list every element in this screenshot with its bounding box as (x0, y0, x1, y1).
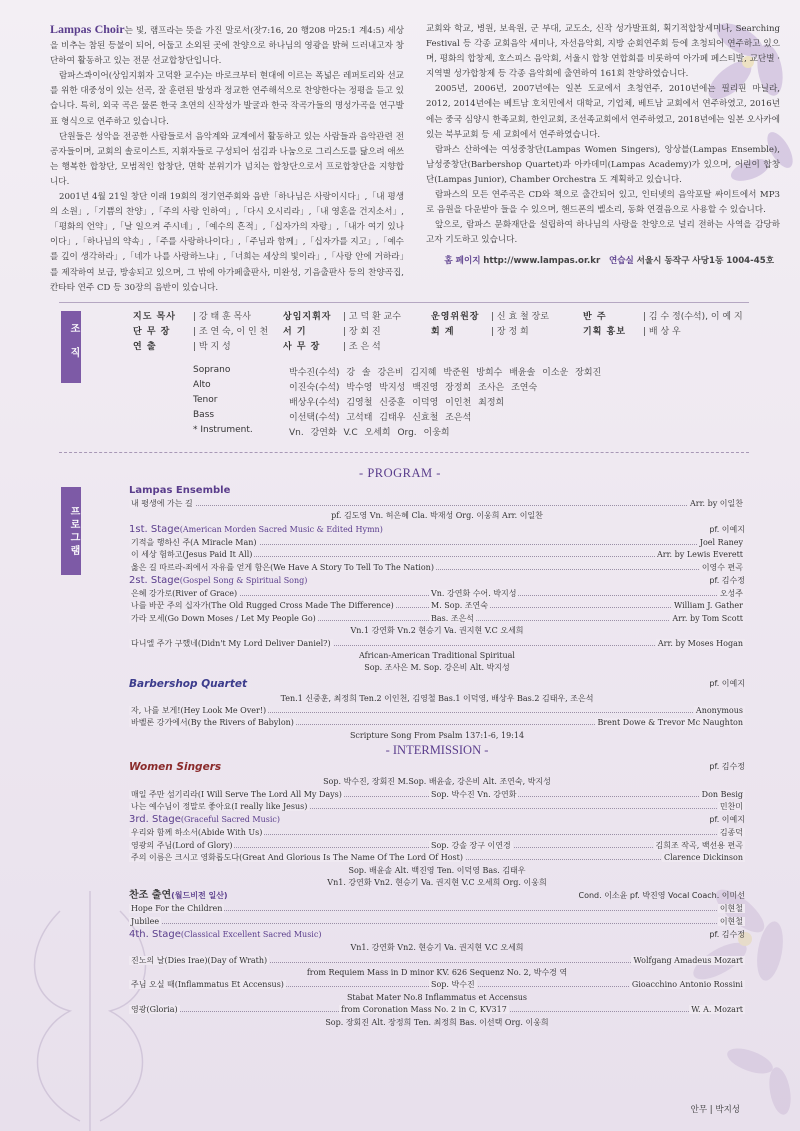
piece-title: Jubilee (131, 916, 160, 926)
piece-performer: Sop. 박수진 Vn. 강연화 (431, 789, 517, 799)
piece-composer: Arr. by 이일찬 (689, 499, 743, 508)
program-piece (129, 903, 745, 915)
intro-right-column: 교회와 학교, 병원, 보육원, 군 부대, 교도소, 신작 성가발표회, 획기적합창세미나, Searching Festival 등 각종 교회음악 세미나, 자선음악회, 지방 순회연주회 등에 초청되어 연주하고 있으며, 평화의 합창제, 호스피스 음악회, 서울시 합창 연합회를 비롯하여 아가페 페스티발, 교단별 · 지역별 성가합창제 등 각종 음악회에 출연하여 161회 찬양하였습니다. 2005년, 2006년, 2007년에는 일본 도쿄에서 초청연주, 2010년에는 필리핀 마닐라, 2012, 2014년에는 베트남 호치민에서 대학교, 기업체, 베트남 교회에서 연주하였고, 2016년에는 중국 심양시 한족교회, 한인교회, 조선족교회에서 연주하였고, 2018년에는 일본 오사카에 있는 북부교회 등 세 교회에서 연주하였습니다. 람파스 산하에는 여성중창단(Lampas Women Singers), 앙상블(Lampas Ensemble), 남성중창단(Barbershop Quartet)과 아카데미(Lampas Academy)가 있으며, 어린이 합창단(Lampas Junior), Chamber Orchestra 도 계획하고 있습니다. 람파스의 모든 연주곡은 CD와 책으로 출간되어 있고, 인터넷의 음악포탈 싸이트에서 MP3로 음원을 다운받아 들을 수 있으며, 핸드폰의 벨소리, 동화 연결음으로 사용할 수 있습니다. 앞으로, 람파스 문화재단을 설립하여 하나님의 사랑을 찬양으로 널리 전하는 사역을 감당하고자 기도하고 있습니다. 홈 페이지 http://www.lampas.or.kr 연습실 서울시 동작구 사당1동 1004-45호 (426, 22, 780, 296)
program-piece (129, 852, 745, 864)
piece-composer: Clarence Dickinson (663, 853, 743, 863)
piece-composer: Gioacchino Antonio Rossini (631, 980, 743, 990)
stage-subtitle: (Gospel Song & Spiritual Song) (179, 575, 308, 585)
performer-credit: Sop. 조사은 M. Sop. 강은비 Alt. 박지성 (364, 663, 510, 673)
program-piece (129, 789, 745, 801)
program-piece (129, 613, 745, 625)
piece-composer: W. A. Mozart (691, 1005, 743, 1015)
stage-title: 3rd. Stage (129, 814, 181, 826)
piece-performer: Vn. 강연화 수어. 박지성 (431, 588, 517, 598)
stage-title: 1st. Stage (129, 523, 180, 535)
stage-title: 4th. Stage (129, 929, 181, 941)
program-tag: 프로그램 (61, 487, 81, 575)
homepage-link[interactable]: http://www.lampas.or.kr (483, 256, 601, 267)
performer-credit: Vn1. 강연화 Vn2. 현승기 Va. 권지현 V.C 오세희 (350, 943, 524, 953)
intro-section (50, 22, 780, 296)
program-heading: - PROGRAM - (359, 466, 441, 480)
stage-heading (129, 813, 745, 827)
performer-credit: Stabat Mater No.8 Inflammatus et Accensus (346, 992, 528, 1002)
stage-heading (129, 574, 745, 588)
program-piece (129, 717, 745, 729)
piece-composer: 오성주 (719, 588, 743, 598)
performer-credit: Ten.1 신중훈, 최정희 Ten.2 이인천, 김영철 Bas.1 이덕영, 배상우 Bas.2 김태우, 조은석 (280, 693, 594, 703)
program-list (129, 484, 745, 1029)
group-heading (129, 675, 745, 693)
program-piece (129, 979, 745, 991)
piece-title: 자, 나를 보게!(Hey Look Me Over!) (131, 706, 267, 716)
piece-title: 가라 모세(Go Down Moses / Let My People Go) (131, 613, 316, 623)
piece-composer: Arr. by Lewis Everett (657, 550, 743, 560)
dot-leader (129, 505, 745, 506)
program-piece (129, 600, 745, 612)
performer-credit: Vn1. 강연화 Vn2. 현승기 Va. 권지현 V.C 오세희 Org. 이웅희 (327, 877, 547, 887)
stage-accompanist: pf. 김수정 (709, 930, 745, 940)
program-piece (129, 549, 745, 561)
roster-row: Alto 이진숙(수석) 박수영 박지성 백진영 장정희 조사은 조연숙 (193, 380, 538, 393)
piece-composer: Brent Dowe & Trevor Mc Naughton (597, 718, 743, 728)
piece-performer: Sop. 강솔 장구 이연경 (431, 840, 511, 850)
piece-title: 은혜 강가로(River of Grace) (131, 588, 238, 598)
roster-row: * Instrument. Vn. 강연화 V.C 오세희 Org. 이웅희 (193, 425, 450, 438)
stage-accompanist: pf. 김수정 (709, 575, 745, 585)
group-accompanist: pf. 김수정 (709, 762, 745, 772)
brand-name: Lampas Choir (50, 22, 125, 36)
stage-heading (129, 889, 745, 903)
program-piece (129, 562, 745, 574)
performer-credit: Sop. 박수진, 장회진 M.Sop. 배윤솔, 강은비 Alt. 조연숙, 박지성 (323, 777, 551, 787)
stage-accompanist: pf. 이예지 (709, 815, 745, 825)
performer-credit: Vn.1 강연화 Vn.2 현승기 Va. 권지현 V.C 오세희 (350, 626, 524, 636)
piece-performer: from Coronation Mass No. 2 in C, KV317 (341, 1005, 507, 1015)
piece-title: 진노의 날(Dies Irae)(Day of Wrath) (131, 955, 268, 965)
program-piece (129, 801, 745, 813)
program-piece (129, 537, 745, 549)
org-row: 연 출 | 박 지 성 사 무 장 | 조 은 석 (133, 342, 381, 352)
piece-title: 영광(Gloria) (131, 1005, 178, 1015)
piece-title: 다니엘 주가 구했네(Didn't My Lord Deliver Daniel?) (131, 638, 331, 648)
program-piece (129, 1004, 745, 1016)
program-piece (129, 705, 745, 717)
stage-heading (129, 523, 745, 537)
program-piece (129, 638, 745, 650)
intro-left-column: Lampas Choir는 빛, 램프라는 뜻을 가진 말로서(잣7:16, 20 행208 마25:1 계4:5) 세상을 비추는 참된 등불이 되어, 어둡고 소외된 곳에 찬양으로 하나님의 영광을 밝혀 드러내고자 창단하여 활동하고 있는 전문 선교합창단입니다. 람파스콰이어(상임지휘자 고덕환 교수)는 바로크부터 현대에 이르는 폭넓은 레퍼토리와 선교를 위한 대중성이 있는 선곡, 잘 훈련된 발성과 정교한 연주해석으로 찬양한다는 정평을 듣고 있습니다. 특히, 외국 곡은 물론 한국 초연의 신작성가 발굴과 한국 작곡가들의 명성가곡을 연구발표 형식으로 연주하고 있습니다. 단원들은 성악을 전공한 사람들로서 음악계와 교계에서 활동하고 있는 사람들과 음악관련 전공자들이며, 교회의 솔로이스트, 지휘자들로 구성되어 섬김과 나눔으로 그리스도를 닮으려 애쓰는 행복한 합창단, 모범적인 합창단, 면학 분위기가 넘치는 합창단으로서 프로합창단을 지향합니다. 2001년 4월 21일 창단 이래 19회의 정기연주회와 음반「하나님은 사랑이시다」,「내 평생의 소원」,「기쁨의 찬양」,「주의 사랑 인하여」,「다시 오시리라」,「내 영혼을 건지소서」,「평화의 언약」,「날 일으켜 주시네」,「예수의 흔적」,「십자가의 자랑」,「내가 여기 있나이다」,「하나님의 약속」,「주를 사랑하나이다」,「주님과 함께」,「십자가를 지고」,「예수를 깊이 생각하라」,「네가 나를 사랑하느냐」,「너희는 세상의 빛이라」,「사랑 안에 거하라」를 제작하여 보급, 방송되고 있으며, 그 밖에 아가페출판사, 미완성, 기음출판사 등의 찬양곡집, 칸타타 연주 CD 등 30장의 음반이 있습니다. (50, 22, 405, 293)
group-heading (129, 758, 745, 776)
stage-subtitle: (American Morden Sacred Music & Edited Hymn) (179, 524, 383, 534)
piece-composer: William J. Gather (674, 601, 743, 611)
program-piece (129, 498, 745, 510)
piece-title: 우리와 함께 하소서(Abide With Us) (131, 828, 263, 838)
performer-credit: African-American Traditional Spiritual (359, 650, 515, 660)
stage-subtitle: (Classical Excellent Sacred Music) (180, 930, 322, 940)
piece-title: 주의 이름은 크시고 영화롭도다(Great And Glorious Is The Name Of The Lord Of Host) (131, 853, 463, 863)
piece-title: 주님 오실 때(Inflammatus Et Accensus) (131, 980, 284, 990)
piece-title: 나는 예수님이 정말로 좋아요(I really like Jesus) (131, 802, 308, 812)
org-row: 단 무 장 | 조 연 숙, 이 인 천 서 기 | 장 회 진 회 계 | 장 정 희 기획 홍보 | 배 상 우 (133, 327, 681, 337)
piece-title: 영광의 주님(Lord of Glory) (131, 840, 233, 850)
performer-credit: Sop. 장회진 Alt. 장정희 Ten. 최정희 Bas. 이선택 Org. 이웅희 (325, 1017, 549, 1027)
piece-composer: 이현철 (719, 904, 743, 914)
program-piece (129, 588, 745, 600)
piece-composer: 김희조 작곡, 백선용 편곡 (655, 840, 743, 850)
stage-subtitle: (월드비전 일산) (171, 891, 228, 901)
piece-title: 내 평생에 가는 길 (131, 499, 193, 508)
program-piece (129, 955, 745, 967)
piece-performer: Bas. 조은석 (431, 613, 475, 623)
stage-accompanist: pf. 이예지 (709, 524, 745, 534)
program-piece (129, 916, 745, 928)
divider (59, 302, 749, 303)
piece-composer: 이현철 (719, 916, 743, 926)
roster-row: Soprano 박수진(수석) 강 솔 강은비 김지혜 박준원 방희수 배윤솔 이소운 장회진 (193, 365, 602, 378)
divider (59, 452, 749, 453)
stage-subtitle: (Graceful Sacred Music) (180, 815, 281, 825)
contact-line: 홈 페이지 http://www.lampas.or.kr 연습실 서울시 동작구 사당1동 1004-45호 (444, 256, 774, 267)
piece-title: Hope For the Children (131, 904, 223, 914)
stage-title: 찬조 출연 (129, 890, 172, 902)
performer-credit: pf. 김도영 Vn. 허은혜 Cla. 박재성 Org. 이웅희 Arr. 이일찬 (331, 511, 543, 521)
stage-heading (129, 928, 745, 942)
ensemble-heading: Lampas Ensemble (129, 485, 231, 496)
piece-title: 나를 바꾼 주의 십자가(The Old Rugged Cross Made The Difference) (131, 601, 394, 611)
piece-composer: Arr. by Tom Scott (672, 613, 743, 623)
piece-composer: Joel Raney (699, 537, 743, 547)
piece-title: 바벨론 강가에서(By the Rivers of Babylon) (131, 718, 294, 728)
piece-title: 이 세상 험하고(Jesus Paid It All) (131, 550, 253, 560)
piece-composer: 이영수 편곡 (701, 562, 743, 572)
piece-composer: Wolfgang Amadeus Mozart (633, 955, 743, 965)
piece-composer: Arr. by Moses Hogan (657, 638, 743, 648)
stage-accompanist: Cond. 이소윤 pf. 박진영 Vocal Coach. 이미선 (578, 891, 745, 901)
piece-composer: Anonymous (695, 706, 743, 716)
piece-composer: 민찬미 (719, 802, 743, 812)
group-title: Barbershop Quartet (129, 677, 248, 690)
piece-performer: M. Sop. 조연숙 (431, 601, 488, 611)
performer-credit: Sop. 배윤솔 Alt. 백진영 Ten. 이덕영 Bas. 김태우 (348, 865, 526, 875)
intermission-heading: - INTERMISSION - (385, 743, 489, 758)
org-row: 지도 목사 | 강 태 훈 목사 상임지휘자 | 고 덕 환 교수 운영위원장 | 신 효 철 장로 반 주 | 김 수 정(수석), 이 예 지 (133, 312, 743, 322)
piece-title: 매일 주만 섬기리라(I Will Serve The Lord All My Days) (131, 789, 342, 799)
performer-credit: Scripture Song From Psalm 137:1-6, 19:14 (349, 730, 525, 740)
piece-title: 기적을 행하신 주(A Miracle Man) (131, 537, 257, 547)
choreography-credit: 안무 | 박지성 (690, 1105, 740, 1115)
program-piece (129, 827, 745, 839)
roster-row: Bass 이선택(수석) 고석태 김태우 신효철 조은석 (193, 410, 472, 423)
piece-composer: Don Besig (701, 789, 743, 799)
program-piece (129, 840, 745, 852)
stage-title: 2st. Stage (129, 574, 180, 586)
performer-credit: from Requiem Mass in D minor KV. 626 Sequenz No. 2, 박수경 역 (306, 967, 568, 977)
group-accompanist: pf. 이예지 (709, 678, 745, 688)
piece-performer: Sop. 박수진 (431, 980, 475, 990)
piece-composer: 김종덕 (719, 828, 743, 838)
piece-title: 옳은 길 따르라-죄에서 자유를 얻게 함은(We Have A Story To Tell To The Nation) (131, 562, 434, 572)
organization-tag: 조직 (61, 311, 81, 383)
group-title: Women Singers (129, 761, 222, 774)
roster-row: Tenor 배상우(수석) 김영철 신중훈 이덕영 이인천 최정희 (193, 395, 505, 408)
dot-leader (129, 923, 745, 924)
